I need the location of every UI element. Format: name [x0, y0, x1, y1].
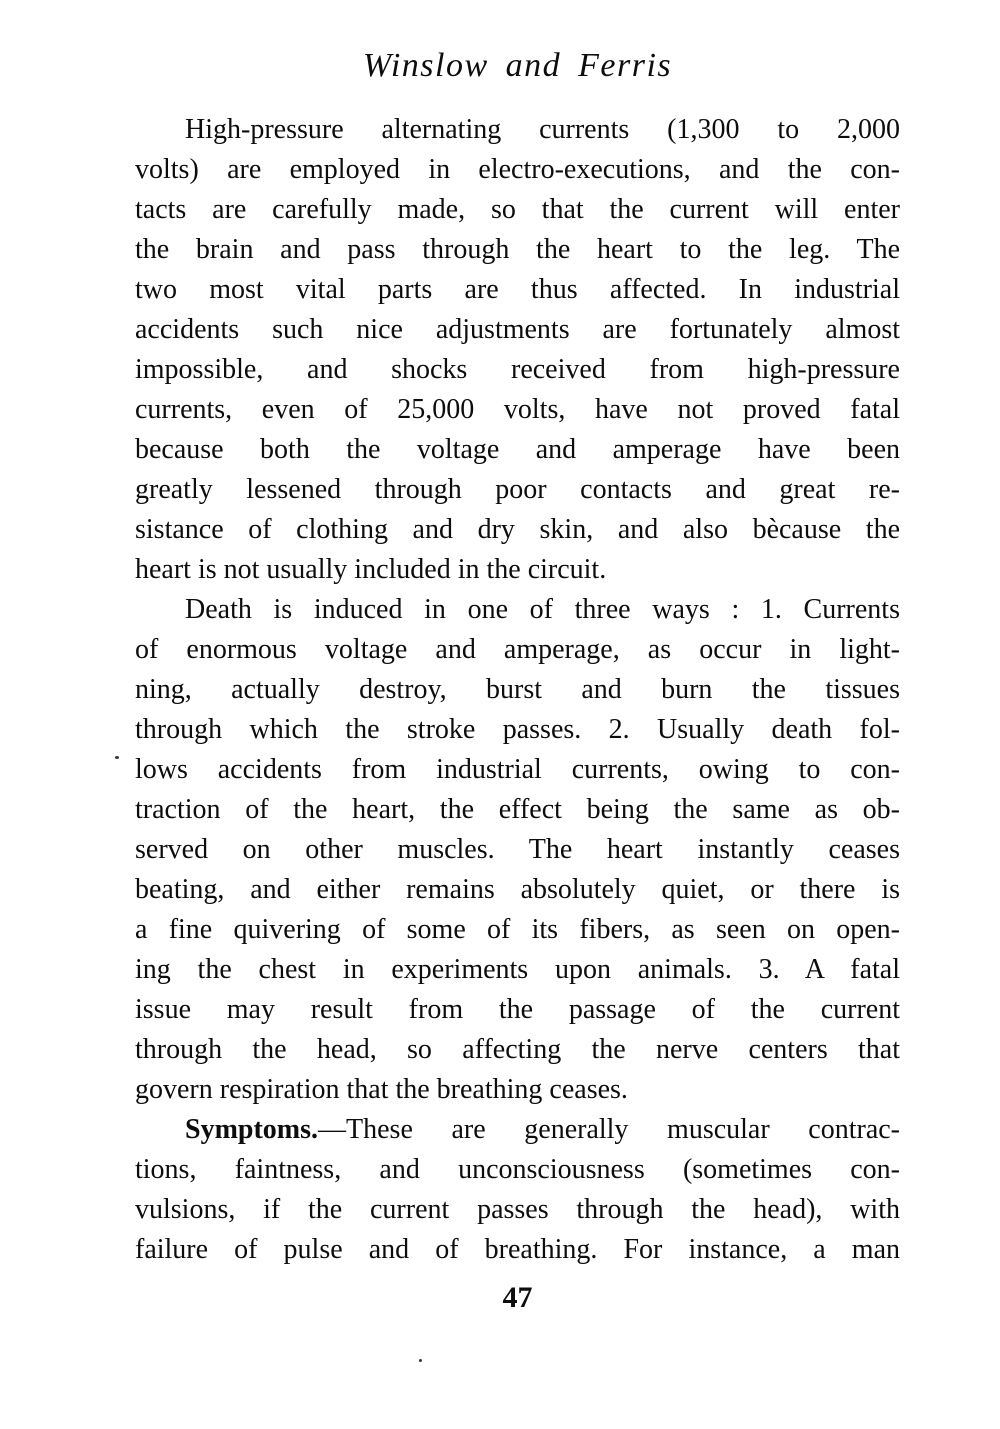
text-line: currents, even of 25,000 volts, have not proved fatal — [135, 394, 900, 425]
text-line: govern respiration that the breathing ceases. — [135, 1074, 628, 1105]
paragraph — [135, 590, 900, 1110]
text-line: tions, faintness, and unconsciousness (sometimes con- — [135, 1154, 900, 1185]
text-line: issue may result from the passage of the current — [135, 994, 900, 1025]
text-line: the brain and pass through the heart to the leg. The — [135, 234, 900, 265]
text-line: because both the voltage and amperage have been — [135, 434, 900, 465]
text-line: volts) are employed in electro-executions, and the con- — [135, 154, 900, 185]
text-line: Death is induced in one of three ways : 1. Currents — [185, 594, 900, 625]
text-line: ing the chest in experiments upon animals. 3. A fatal — [135, 954, 900, 985]
text-line: lows accidents from industrial currents, owing to con- — [135, 754, 900, 785]
text-line: beating, and either remains absolutely quiet, or there is — [135, 874, 900, 905]
paragraph — [135, 110, 900, 590]
text-line: High-pressure alternating currents (1,300 to 2,000 — [185, 114, 900, 145]
running-header: Winslow and Ferris — [362, 47, 673, 84]
paragraph — [135, 1110, 900, 1270]
scan-speck — [115, 756, 119, 759]
symptoms-lead: Symptoms. — [185, 1114, 319, 1145]
scan-speck — [419, 1359, 422, 1362]
text-line: through which the stroke passes. 2. Usually death fol- — [135, 714, 900, 745]
text-block — [135, 110, 900, 1270]
text-line: through the head, so affecting the nerve centers that — [135, 1034, 900, 1065]
text-line: heart is not usually included in the circuit. — [135, 554, 607, 585]
text-line: two most vital parts are thus affected. In industrial — [135, 274, 900, 305]
text-run: —These are generally muscular contrac- — [318, 1114, 900, 1145]
text-line — [135, 1110, 900, 1150]
text-line: ning, actually destroy, burst and burn the tissues — [135, 674, 900, 705]
text-line: vulsions, if the current passes through the head), with — [135, 1194, 900, 1225]
text-line: accidents such nice adjustments are fortunately almost — [135, 314, 900, 345]
text-line: tacts are carefully made, so that the current will enter — [135, 194, 900, 225]
text-line: sistance of clothing and dry skin, and also bècause the — [135, 514, 900, 545]
text-line: served on other muscles. The heart instantly ceases — [135, 834, 900, 865]
text-line: a fine quivering of some of its fibers, as seen on open- — [135, 914, 900, 945]
text-line: impossible, and shocks received from high-pressure — [135, 354, 900, 385]
text-line: of enormous voltage and amperage, as occur in light- — [135, 634, 900, 665]
text-line: failure of pulse and of breathing. For instance, a man — [135, 1234, 900, 1265]
page-number: 47 — [502, 1281, 533, 1314]
text-line: traction of the heart, the effect being the same as ob- — [135, 794, 900, 825]
text-line: greatly lessened through poor contacts and great re- — [135, 474, 900, 505]
